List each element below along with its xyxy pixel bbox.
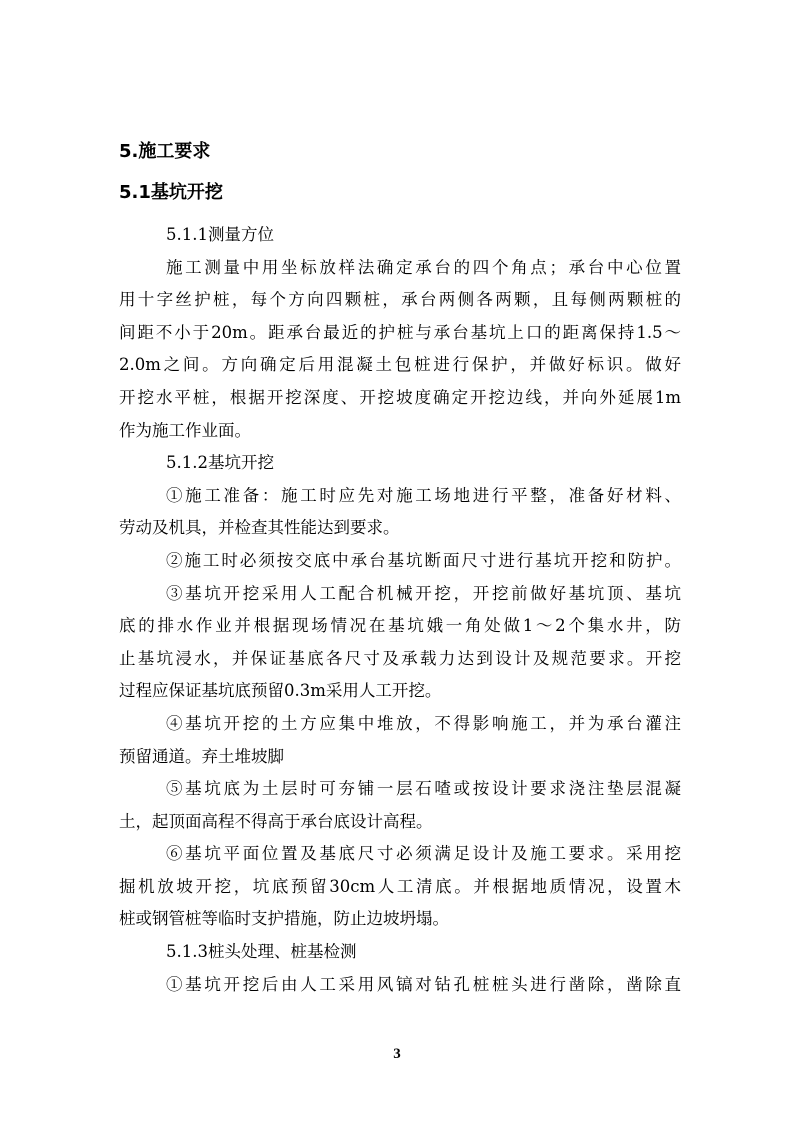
subheading-pile-head: 5.1.3桩头处理、桩基检测	[166, 942, 357, 962]
list-item-line: ②施工时必须按交底中承台基坑断面尺寸进行基坑开挖和防护。	[166, 550, 681, 570]
list-item-line: 止基坑浸水，并保证基底各尺寸及承载力达到设计及规范要求。开挖	[119, 648, 681, 668]
list-item-line: ①施工准备：施工时应先对施工场地进行平整，准备好材料、	[166, 485, 681, 505]
list-item-line: ③基坑开挖采用人工配合机械开挖，开挖前做好基坑顶、基坑	[166, 583, 681, 603]
paragraph-line: 用十字丝护桩，每个方向四颗桩，承台两侧各两颗，且每侧两颗桩的	[119, 290, 681, 310]
subheading-excavation: 5.1.2基坑开挖	[166, 453, 274, 473]
body-text	[119, 219, 681, 1001]
list-item-line: ①基坑开挖后由人工采用风镐对钻孔桩桩头进行凿除，凿除直	[166, 974, 681, 994]
list-item-line: 底的排水作业并根据现场情况在基坑娥一角处做1～2个集水井，防	[119, 616, 681, 636]
list-item-line: ⑥基坑平面位置及基底尺寸必须满足设计及施工要求。采用挖	[166, 844, 681, 864]
page-number: 3	[393, 1046, 401, 1062]
list-item-line: 预留通道。弃土堆坡脚	[119, 746, 284, 766]
subheading-measurement: 5.1.1测量方位	[166, 225, 274, 244]
subsection-heading: 5.1基坑开挖	[119, 182, 223, 203]
section-heading: 5.施工要求	[119, 141, 211, 162]
paragraph-line: 作为施工作业面。	[119, 420, 251, 440]
list-item-line: ④基坑开挖的土方应集中堆放，不得影响施工，并为承台灌注	[166, 713, 681, 733]
list-item-line: 过程应保证基坑底预留0.3m采用人工开挖。	[119, 681, 442, 701]
paragraph-line: 施工测量中用坐标放样法确定承台的四个角点；承台中心位置	[166, 257, 681, 277]
paragraph-line: 间距不小于20m。距承台最近的护桩与承台基坑上口的距离保持1.5～	[119, 322, 681, 342]
list-item-line: 劳动及机具，并检查其性能达到要求。	[119, 518, 400, 538]
list-item-line: ⑤基坑底为土层时可夯铺一层石喳或按设计要求浇注垫层混凝	[166, 779, 681, 799]
list-item-line: 掘机放坡开挖，坑底预留30cm人工清底。并根据地质情况，设置木	[119, 876, 681, 896]
paragraph-line: 开挖水平桩，根据开挖深度、开挖坡度确定开挖边线，并向外延展1m	[119, 387, 681, 407]
list-item-line: 土，起顶面高程不得高于承台底设计高程。	[119, 811, 433, 831]
paragraph-line: 2.0m之间。方向确定后用混凝土包桩进行保护，并做好标识。做好	[119, 355, 681, 375]
list-item-line: 桩或钢管桩等临时支护措施，防止边坡坍塌。	[119, 909, 449, 929]
